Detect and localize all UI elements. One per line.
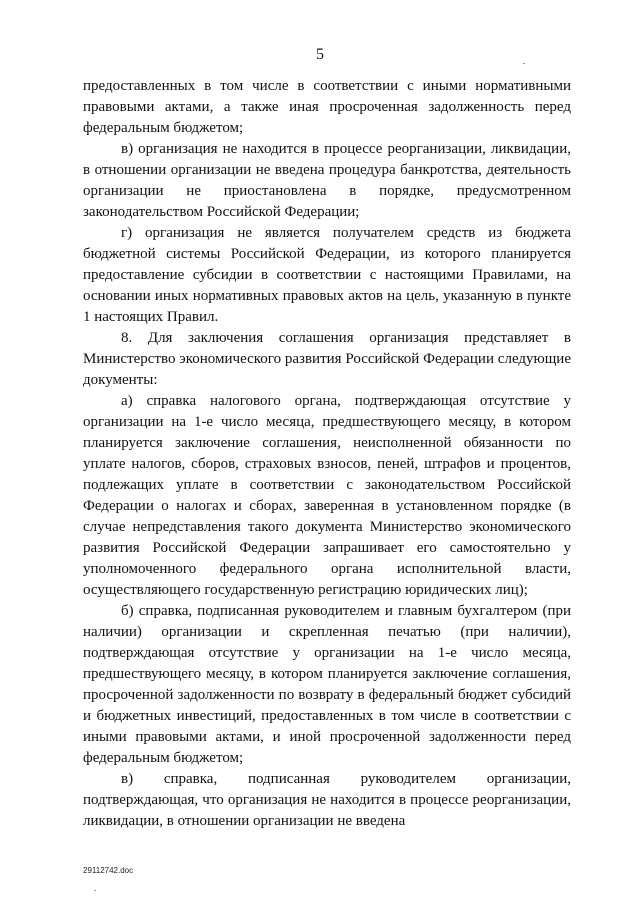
document-body xyxy=(83,76,571,832)
paragraph-debt-continuation: предоставленных в том числе в соответствии с иными нормативными правовыми актами, а также иная просроченная задолженность перед федеральным бюджетом; xyxy=(83,78,571,136)
scan-speck xyxy=(94,890,96,891)
footer-filename: 29112742.doc xyxy=(83,866,134,875)
paragraph-item-v-certificate: в) справка, подписанная руководителем организации, подтверждающая, что организация не находится в процессе реорганизации, ликвидации, в отношении организации не введена xyxy=(83,771,571,829)
paragraph-item-g-recipient: г) организация не является получателем средств из бюджета бюджетной системы Российской Федерации, из которого планируется предоставление субсидии в соответствии с настоящими Правилами, на основании иных нормативных правовых актов на цель, указанную в пункте 1 настоящих Правил. xyxy=(83,225,571,325)
page-number: 5 xyxy=(316,46,324,63)
scan-speck xyxy=(523,63,525,64)
paragraph-item-a-tax-certificate: а) справка налогового органа, подтверждающая отсутствие у организации на 1-е число месяца, предшествующего месяцу, в котором планируется заключение соглашения, неисполненной обязанности по уплате налогов, сборов, страховых взносов, пеней, штрафов и процентов, подлежащих уплате в соответствии с законодательством Российской Федерации о налогах и сборах, заверенная в установленном порядке (в случае непредставления такого документа Министерство экономического развития Российской Федерации запрашивает его самостоятельно у уполномоченного федерального органа исполнительной власти, осуществляющего государственную регистрацию юридических лиц); xyxy=(83,393,571,598)
paragraph-item-v-reorganization: в) организация не находится в процессе реорганизации, ликвидации, в отношении организации не введена процедура банкротства, деятельность организации не приостановлена в порядке, предусмотренном законодательством Российской Федерации; xyxy=(83,141,571,220)
paragraph-section-8: 8. Для заключения соглашения организация представляет в Министерство экономического развития Российской Федерации следующие документы: xyxy=(83,330,571,388)
paragraph-item-b-signed-certificate: б) справка, подписанная руководителем и главным бухгалтером (при наличии) организации и скрепленная печатью (при наличии), подтверждающая отсутствие у организации на 1-е число месяца, предшествующего месяцу, в котором планируется заключение соглашения, просроченной задолженности по возврату в федеральный бюджет субсидий и бюджетных инвестиций, предоставленных в том числе в соответствии с иными правовыми актами, и иной просроченной задолженности перед федеральным бюджетом; xyxy=(83,603,571,766)
